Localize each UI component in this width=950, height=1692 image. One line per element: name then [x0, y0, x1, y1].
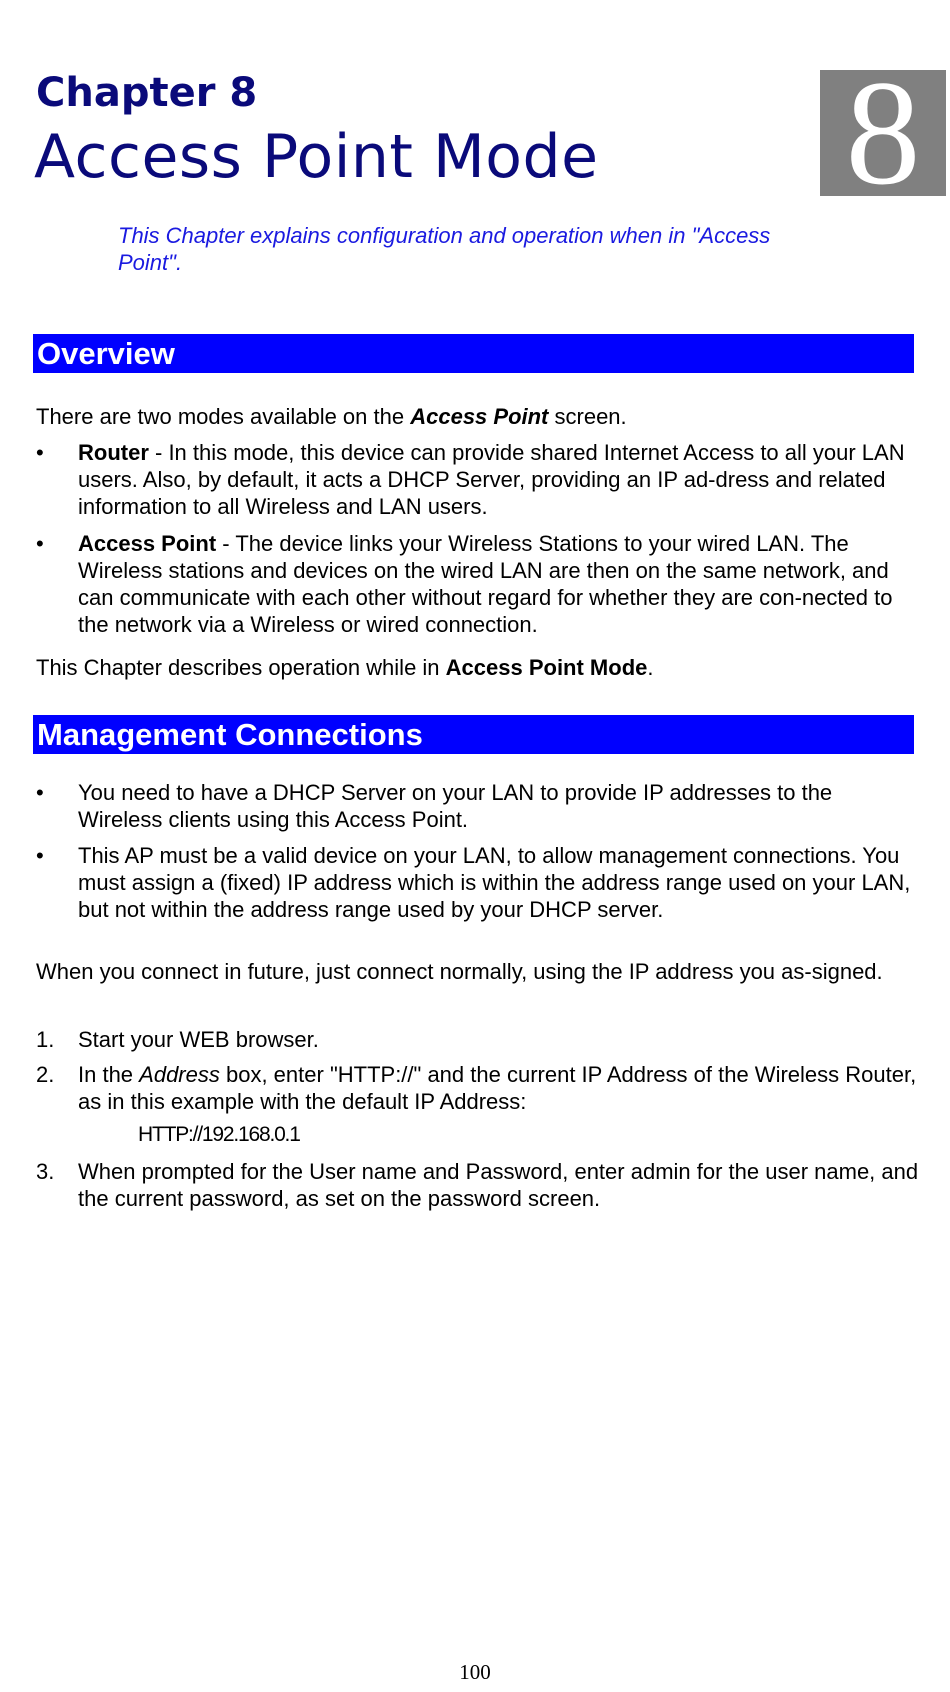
step-text: Start your WEB browser. [78, 1027, 319, 1052]
example-url: HTTP://192.168.0.1 [138, 1123, 300, 1146]
overview-intro-paragraph [36, 403, 916, 430]
overview-heading: Overview [33, 334, 914, 373]
connect-future-paragraph: When you connect in future, just connect normally, using the IP address you as-signed. [36, 959, 883, 984]
overview-intro-text: There are two modes available on the [36, 404, 411, 429]
mode-term-access-point: Access Point [78, 531, 217, 556]
management-connections-heading: Management Connections [33, 715, 914, 754]
step-text: When prompted for the User name and Password, enter admin for the user name, and the current password, as set on the password screen. [78, 1159, 919, 1211]
chapter-label: Chapter 8 [36, 70, 258, 116]
bullet-marker: • [36, 843, 44, 868]
step-number: 1. [36, 1027, 55, 1052]
chapter-title: Access Point Mode [34, 122, 599, 192]
mode-bullet-router [36, 439, 920, 520]
address-emphasis: Address [139, 1062, 220, 1087]
mode-term-router: Router [78, 440, 149, 465]
management-bullet-dhcp [36, 779, 920, 833]
mode-description-access-point: - The device links your Wireless Stations to your wired LAN. The Wireless stations and devices on the wired LAN are then on the same network, and can communicate with each other without regard for whether they are con-nected to the network via a Wireless or wired connection. [78, 531, 893, 637]
bullet-marker: • [36, 780, 44, 805]
bullet-marker: • [36, 440, 44, 465]
page-number: 100 [459, 1660, 491, 1684]
access-point-emphasis: Access Point [410, 404, 549, 429]
mode-bullet-access-point [36, 530, 920, 638]
overview-closing-paragraph [36, 654, 916, 681]
overview-intro-tail: screen. [548, 404, 627, 429]
bullet-marker: • [36, 531, 44, 556]
step-2 [36, 1061, 920, 1115]
step-text: In the [78, 1062, 140, 1087]
step-1 [36, 1026, 920, 1053]
chapter-number-badge: 8 [820, 70, 946, 196]
management-bullet-valid-device [36, 842, 920, 923]
overview-closing-tail: . [647, 655, 654, 680]
management-bullet-text: This AP must be a valid device on your LAN, to allow management connections. You must assign a (fixed) IP address which is within the address range used on your LAN, but not within the address range used by your DHCP server. [78, 843, 911, 922]
step-number: 2. [36, 1062, 55, 1087]
step-text-tail: box, enter "HTTP://" and the current IP Address of the Wireless Router, as in this example with the default IP Address: [78, 1062, 917, 1114]
mode-description-router: - In this mode, this device can provide shared Internet Access to all your LAN users. Also, by default, it acts a DHCP Server, providing an IP ad-dress and related information to all Wireless and LAN users. [78, 440, 905, 519]
management-bullet-text: You need to have a DHCP Server on your LAN to provide IP addresses to the Wireless clients using this Access Point. [78, 780, 833, 832]
access-point-mode-emphasis: Access Point Mode [445, 655, 648, 680]
overview-closing-text: This Chapter describes operation while in [36, 655, 446, 680]
step-3 [36, 1158, 920, 1212]
chapter-intro: This Chapter explains configuration and operation when in "Access Point". [118, 223, 771, 275]
step-number: 3. [36, 1159, 55, 1184]
